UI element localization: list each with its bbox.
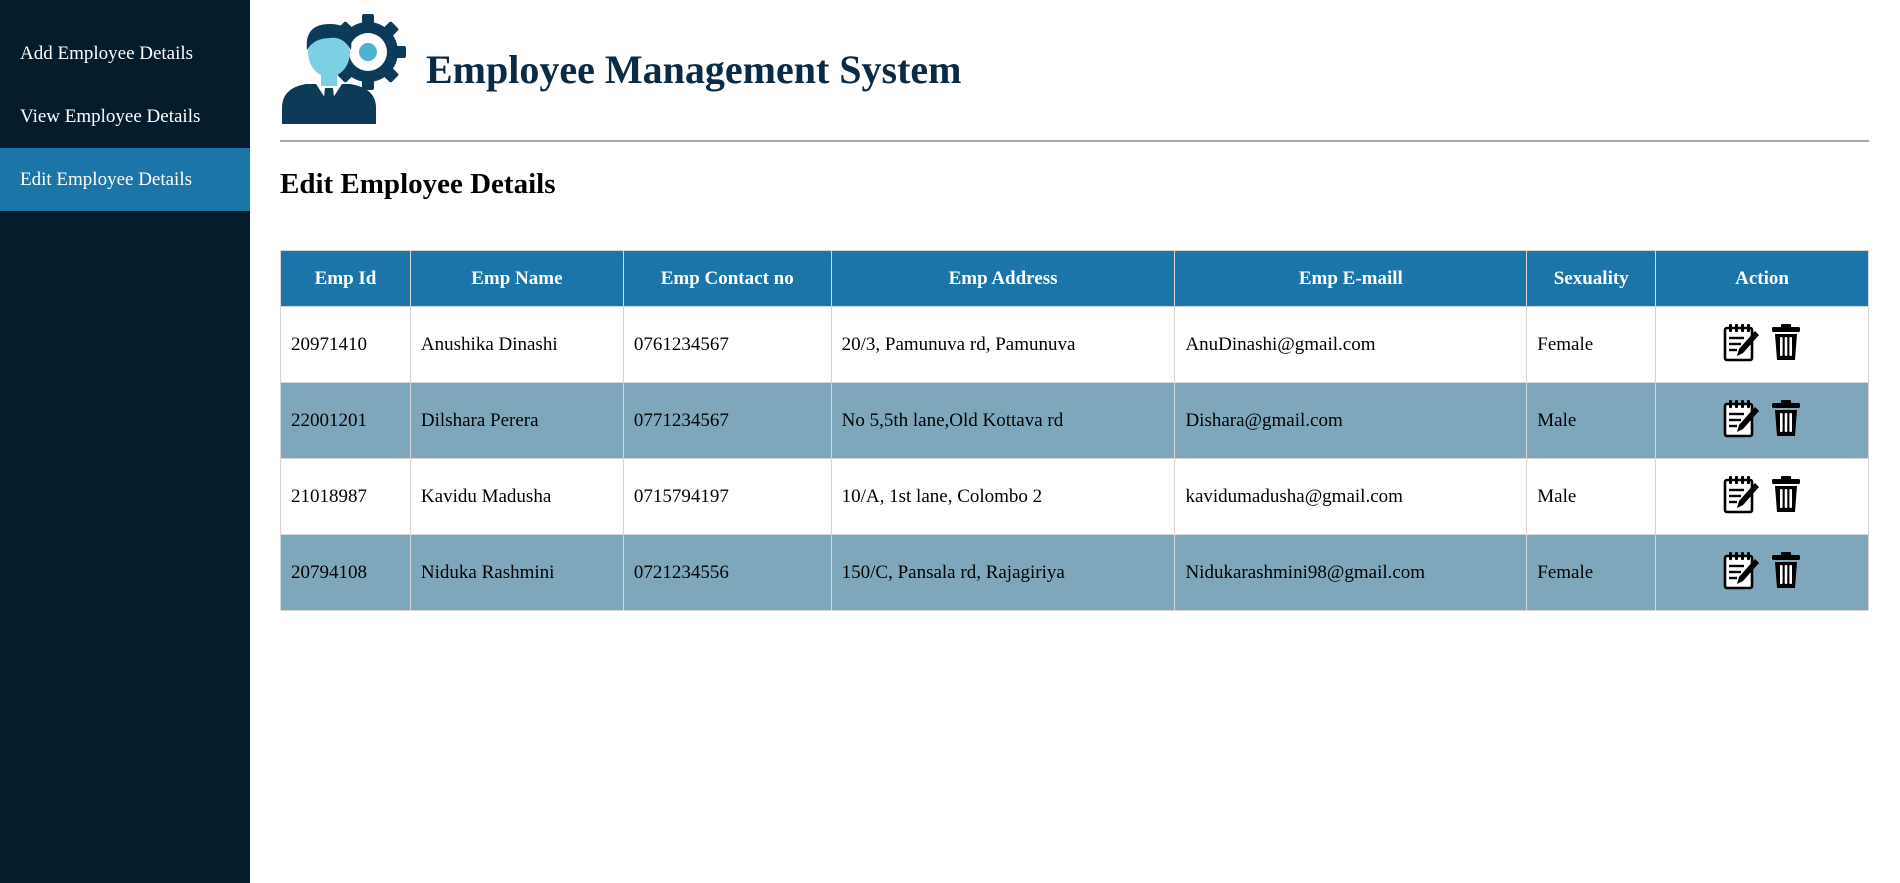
- sidebar-item-edit-employee[interactable]: Edit Employee Details: [0, 148, 250, 211]
- cell-emp-name: Anushika Dinashi: [410, 307, 623, 383]
- cell-emp-contact: 0771234567: [623, 383, 831, 459]
- column-header-action: Action: [1656, 251, 1869, 307]
- cell-emp-contact: 0715794197: [623, 459, 831, 535]
- main-content: [280, 0, 1869, 583]
- cell-emp-id: 20971410: [281, 307, 411, 383]
- cell-emp-id: 20794108: [281, 535, 411, 611]
- cell-emp-name: Kavidu Madusha: [410, 459, 623, 535]
- cell-emp-email: Dishara@gmail.com: [1175, 383, 1527, 459]
- cell-actions: [1656, 459, 1869, 535]
- column-header-emp-email: Emp E-maill: [1175, 251, 1527, 307]
- edit-button[interactable]: [1722, 322, 1760, 368]
- app-title: Employee Management System: [426, 47, 962, 92]
- edit-icon: [1722, 474, 1760, 514]
- cell-actions: [1656, 535, 1869, 611]
- cell-actions: [1656, 307, 1869, 383]
- table-row: [281, 535, 1869, 611]
- cell-emp-name: Niduka Rashmini: [410, 535, 623, 611]
- cell-sexuality: Male: [1527, 383, 1656, 459]
- edit-button[interactable]: [1722, 550, 1760, 596]
- delete-button[interactable]: [1770, 550, 1802, 596]
- table-header-row: [281, 251, 1869, 307]
- cell-sexuality: Female: [1527, 307, 1656, 383]
- cell-emp-email: kavidumadusha@gmail.com: [1175, 459, 1527, 535]
- cell-emp-contact: 0761234567: [623, 307, 831, 383]
- cell-emp-id: 22001201: [281, 383, 411, 459]
- column-header-emp-address: Emp Address: [831, 251, 1175, 307]
- column-header-emp-name: Emp Name: [410, 251, 623, 307]
- table-row: [281, 383, 1869, 459]
- delete-button[interactable]: [1770, 474, 1802, 520]
- cell-emp-id: 21018987: [281, 459, 411, 535]
- header: [280, 0, 1869, 142]
- page-title: Edit Employee Details: [280, 168, 556, 200]
- delete-button[interactable]: [1770, 398, 1802, 444]
- cell-emp-email: AnuDinashi@gmail.com: [1175, 307, 1527, 383]
- employee-table: [280, 250, 1869, 611]
- sidebar: [0, 0, 250, 883]
- cell-emp-address: 10/A, 1st lane, Colombo 2: [831, 459, 1175, 535]
- table-row: [281, 459, 1869, 535]
- column-header-emp-contact: Emp Contact no: [623, 251, 831, 307]
- column-header-emp-id: Emp Id: [281, 251, 411, 307]
- cell-emp-address: 150/C, Pansala rd, Rajagiriya: [831, 535, 1175, 611]
- cell-emp-address: No 5,5th lane,Old Kottava rd: [831, 383, 1175, 459]
- edit-icon: [1722, 322, 1760, 362]
- edit-button[interactable]: [1722, 474, 1760, 520]
- delete-icon: [1770, 322, 1802, 362]
- sidebar-item-view-employee[interactable]: View Employee Details: [20, 106, 201, 127]
- edit-icon: [1722, 550, 1760, 590]
- cell-emp-email: Nidukarashmini98@gmail.com: [1175, 535, 1527, 611]
- delete-button[interactable]: [1770, 322, 1802, 368]
- cell-emp-contact: 0721234556: [623, 535, 831, 611]
- delete-icon: [1770, 474, 1802, 514]
- edit-icon: [1722, 398, 1760, 438]
- cell-actions: [1656, 383, 1869, 459]
- sidebar-item-add-employee[interactable]: Add Employee Details: [20, 43, 194, 64]
- cell-emp-address: 20/3, Pamunuva rd, Pamunuva: [831, 307, 1175, 383]
- column-header-sexuality: Sexuality: [1527, 251, 1656, 307]
- edit-button[interactable]: [1722, 398, 1760, 444]
- delete-icon: [1770, 398, 1802, 438]
- cell-emp-name: Dilshara Perera: [410, 383, 623, 459]
- delete-icon: [1770, 550, 1802, 590]
- employee-gear-logo-icon: [280, 12, 410, 124]
- cell-sexuality: Male: [1527, 459, 1656, 535]
- table-row: [281, 307, 1869, 383]
- cell-sexuality: Female: [1527, 535, 1656, 611]
